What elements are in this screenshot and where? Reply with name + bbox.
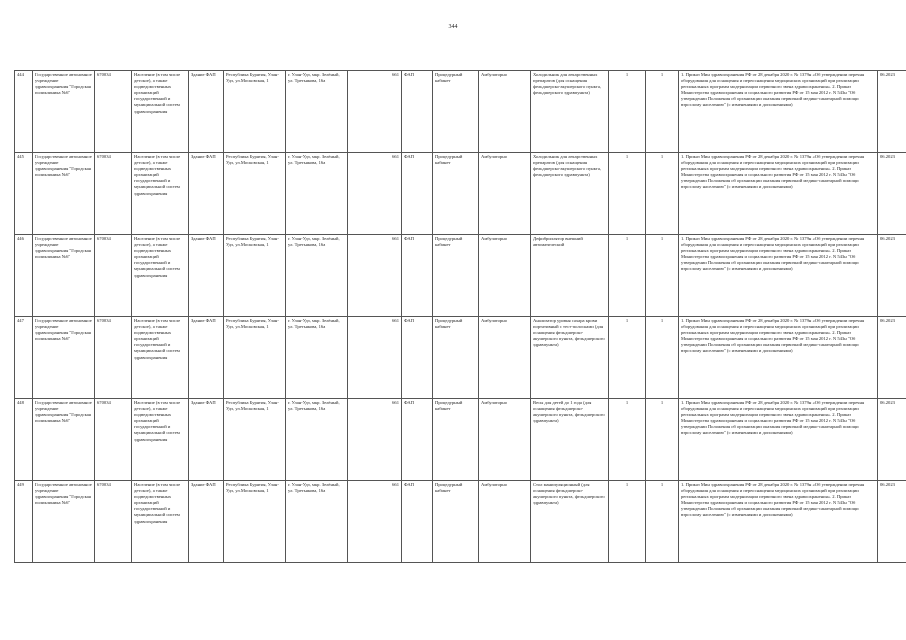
quantity-cell: 661	[348, 71, 402, 153]
quantity-cell: 661	[348, 153, 402, 235]
table-row	[15, 235, 906, 317]
legal-basis-cell: 1. Приказ Мин здравоохранения РФ от 28 декабря 2020 г. № 1379н «Об утверждении перечня оборудования для оснащения и переоснащения медицинских организаций при реализации региональных программ модернизации первичного звена здравоохранения». 2. Приказ Министерства здравоохранения и социального развития РФ от 15 мая 2012 г. N 543н "Об утверждении Положения об организации оказания первичной медико-санитарной помощи взрослому населению" (с изменениями и дополнениями)	[679, 399, 878, 481]
row-number: 446	[15, 235, 33, 317]
type-cell: ФАП	[402, 317, 433, 399]
legal-basis-cell: 1. Приказ Мин здравоохранения РФ от 28 декабря 2020 г. № 1379н «Об утверждении перечня оборудования для оснащения и переоснащения медицинских организаций при реализации региональных программ модернизации первичного звена здравоохранения». 2. Приказ Министерства здравоохранения и социального развития РФ от 15 мая 2012 г. N 543н "Об утверждении Положения об организации оказания первичной медико-санитарной помощи взрослому населению" (с изменениями и дополнениями)	[679, 71, 878, 153]
quantity-cell: 661	[348, 481, 402, 563]
address-cell: Республика Бурятия, Улан-Удэ, ул.Московская, 1	[224, 153, 286, 235]
population-cell: Население (в том числе детское), а также подведомственных организаций государственной и муниципальной систем здравоохранения	[132, 399, 189, 481]
population-cell: Население (в том числе детское), а также подведомственных организаций государственной и муниципальной систем здравоохранения	[132, 153, 189, 235]
location-cell: г. Улан-Удэ, мкр. Зелёный, ул. Третьякова, 16а	[286, 235, 348, 317]
count-cell: 1	[609, 399, 646, 481]
date-cell: 06.2023	[878, 153, 906, 235]
population-cell: Население (в том числе детское), а также подведомственных организаций государственной и муниципальной систем здравоохранения	[132, 71, 189, 153]
count-cell: 1	[609, 235, 646, 317]
location-cell: г. Улан-Удэ, мкр. Зелёный, ул. Третьякова, 16а	[286, 71, 348, 153]
quantity-cell: 661	[348, 317, 402, 399]
count2-cell: 1	[646, 317, 679, 399]
date-cell: 06.2023	[878, 71, 906, 153]
population-cell: Население (в том числе детское), а также подведомственных организаций государственной и муниципальной систем здравоохранения	[132, 481, 189, 563]
building-cell: Здание ФАП	[189, 153, 224, 235]
postal-code-cell: 670034	[95, 399, 132, 481]
care-mode-cell: Амбулаторно	[479, 235, 531, 317]
count2-cell: 1	[646, 71, 679, 153]
room-cell: Процедурный кабинет	[433, 235, 479, 317]
table-row	[15, 399, 906, 481]
quantity-cell: 661	[348, 399, 402, 481]
table-row	[15, 317, 906, 399]
equipment-cell: Холодильник для лекарственных препаратов (для оснащения фельдшерско-акушерского пункта, фельдшерского здравпункта)	[531, 153, 609, 235]
care-mode-cell: Амбулаторно	[479, 71, 531, 153]
equipment-cell: Дефибриллятор внешний автоматический	[531, 235, 609, 317]
postal-code-cell: 670034	[95, 481, 132, 563]
location-cell: г. Улан-Удэ, мкр. Зелёный, ул. Третьякова, 16а	[286, 481, 348, 563]
address-cell: Республика Бурятия, Улан-Удэ, ул.Московская, 1	[224, 71, 286, 153]
building-cell: Здание ФАП	[189, 317, 224, 399]
care-mode-cell: Амбулаторно	[479, 399, 531, 481]
row-number: 448	[15, 399, 33, 481]
count2-cell: 1	[646, 153, 679, 235]
population-cell: Население (в том числе детское), а также подведомственных организаций государственной и муниципальной систем здравоохранения	[132, 235, 189, 317]
count2-cell: 1	[646, 235, 679, 317]
row-number: 445	[15, 153, 33, 235]
type-cell: ФАП	[402, 399, 433, 481]
building-cell: Здание ФАП	[189, 235, 224, 317]
care-mode-cell: Амбулаторно	[479, 153, 531, 235]
postal-code-cell: 670034	[95, 235, 132, 317]
address-cell: Республика Бурятия, Улан-Удэ, ул.Московская, 1	[224, 235, 286, 317]
equipment-cell: Весы для детей до 1 года (для оснащения фельдшерско-акушерского пункта, фельдшерского здравпункта)	[531, 399, 609, 481]
date-cell: 06.2023	[878, 481, 906, 563]
organization-cell: Государственное автономное учреждение здравоохранения "Городская поликлиника №6"	[33, 399, 95, 481]
room-cell: Процедурный кабинет	[433, 153, 479, 235]
row-number: 447	[15, 317, 33, 399]
table-row	[15, 481, 906, 563]
table-row	[15, 153, 906, 235]
page-number: 344	[448, 24, 458, 30]
location-cell: г. Улан-Удэ, мкр. Зелёный, ул. Третьякова, 16а	[286, 317, 348, 399]
row-number: 444	[15, 71, 33, 153]
location-cell: г. Улан-Удэ, мкр. Зелёный, ул. Третьякова, 16а	[286, 399, 348, 481]
quantity-cell: 661	[348, 235, 402, 317]
address-cell: Республика Бурятия, Улан-Удэ, ул.Московская, 1	[224, 399, 286, 481]
count-cell: 1	[609, 71, 646, 153]
count2-cell: 1	[646, 481, 679, 563]
legal-basis-cell: 1. Приказ Мин здравоохранения РФ от 28 декабря 2020 г. № 1379н «Об утверждении перечня оборудования для оснащения и переоснащения медицинских организаций при реализации региональных программ модернизации первичного звена здравоохранения». 2. Приказ Министерства здравоохранения и социального развития РФ от 15 мая 2012 г. N 543н "Об утверждении Положения об организации оказания первичной медико-санитарной помощи взрослому населению" (с изменениями и дополнениями)	[679, 317, 878, 399]
date-cell: 06.2023	[878, 399, 906, 481]
address-cell: Республика Бурятия, Улан-Удэ, ул.Московская, 1	[224, 317, 286, 399]
organization-cell: Государственное автономное учреждение здравоохранения "Городская поликлиника №6"	[33, 235, 95, 317]
legal-basis-cell: 1. Приказ Мин здравоохранения РФ от 28 декабря 2020 г. № 1379н «Об утверждении перечня оборудования для оснащения и переоснащения медицинских организаций при реализации региональных программ модернизации первичного звена здравоохранения». 2. Приказ Министерства здравоохранения и социального развития РФ от 15 мая 2012 г. N 543н "Об утверждении Положения об организации оказания первичной медико-санитарной помощи взрослому населению" (с изменениями и дополнениями)	[679, 481, 878, 563]
legal-basis-cell: 1. Приказ Мин здравоохранения РФ от 28 декабря 2020 г. № 1379н «Об утверждении перечня оборудования для оснащения и переоснащения медицинских организаций при реализации региональных программ модернизации первичного звена здравоохранения». 2. Приказ Министерства здравоохранения и социального развития РФ от 15 мая 2012 г. N 543н "Об утверждении Положения об организации оказания первичной медико-санитарной помощи взрослому населению" (с изменениями и дополнениями)	[679, 153, 878, 235]
count2-cell: 1	[646, 399, 679, 481]
room-cell: Процедурный кабинет	[433, 399, 479, 481]
date-cell: 06.2023	[878, 235, 906, 317]
type-cell: ФАП	[402, 481, 433, 563]
population-cell: Население (в том числе детское), а также подведомственных организаций государственной и муниципальной систем здравоохранения	[132, 317, 189, 399]
postal-code-cell: 670034	[95, 153, 132, 235]
equipment-cell: Анализатор уровня сахара крови портативный с тест-полосками (для оснащения фельдшерско-акушерского пункта, фельдшерского здравпункта)	[531, 317, 609, 399]
equipment-table	[14, 70, 906, 563]
table-row	[15, 71, 906, 153]
organization-cell: Государственное автономное учреждение здравоохранения "Городская поликлиника №6"	[33, 153, 95, 235]
count-cell: 1	[609, 317, 646, 399]
building-cell: Здание ФАП	[189, 399, 224, 481]
equipment-cell: Стол манипуляционный (для оснащения фельдшерско-акушерского пункта, фельдшерского здравпункта)	[531, 481, 609, 563]
type-cell: ФАП	[402, 153, 433, 235]
location-cell: г. Улан-Удэ, мкр. Зелёный, ул. Третьякова, 16а	[286, 153, 348, 235]
building-cell: Здание ФАП	[189, 71, 224, 153]
address-cell: Республика Бурятия, Улан-Удэ, ул.Московская, 1	[224, 481, 286, 563]
building-cell: Здание ФАП	[189, 481, 224, 563]
organization-cell: Государственное автономное учреждение здравоохранения "Городская поликлиника №6"	[33, 71, 95, 153]
row-number: 449	[15, 481, 33, 563]
care-mode-cell: Амбулаторно	[479, 481, 531, 563]
room-cell: Процедурный кабинет	[433, 481, 479, 563]
postal-code-cell: 670034	[95, 317, 132, 399]
type-cell: ФАП	[402, 71, 433, 153]
count-cell: 1	[609, 481, 646, 563]
room-cell: Процедурный кабинет	[433, 317, 479, 399]
legal-basis-cell: 1. Приказ Мин здравоохранения РФ от 28 декабря 2020 г. № 1379н «Об утверждении перечня оборудования для оснащения и переоснащения медицинских организаций при реализации региональных программ модернизации первичного звена здравоохранения». 2. Приказ Министерства здравоохранения и социального развития РФ от 15 мая 2012 г. N 543н "Об утверждении Положения об организации оказания первичной медико-санитарной помощи взрослому населению" (с изменениями и дополнениями)	[679, 235, 878, 317]
count-cell: 1	[609, 153, 646, 235]
equipment-cell: Холодильник для лекарственных препаратов (для оснащения фельдшерско-акушерского пункта, фельдшерского здравпункта)	[531, 71, 609, 153]
organization-cell: Государственное автономное учреждение здравоохранения "Городская поликлиника №6"	[33, 481, 95, 563]
care-mode-cell: Амбулаторно	[479, 317, 531, 399]
room-cell: Процедурный кабинет	[433, 71, 479, 153]
postal-code-cell: 670034	[95, 71, 132, 153]
organization-cell: Государственное автономное учреждение здравоохранения "Городская поликлиника №6"	[33, 317, 95, 399]
type-cell: ФАП	[402, 235, 433, 317]
date-cell: 06.2023	[878, 317, 906, 399]
